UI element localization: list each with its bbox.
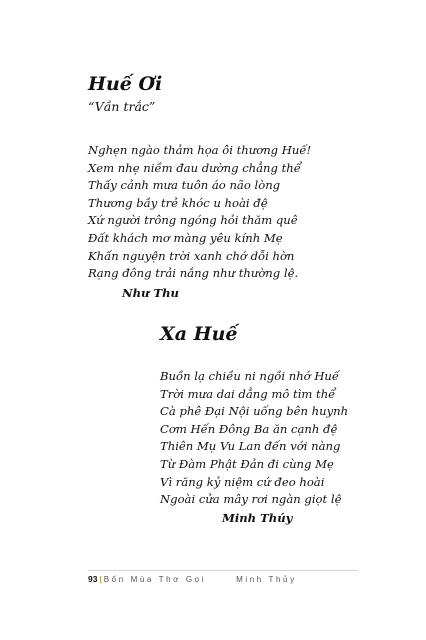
poem-line: Vì răng kỷ niệm cứ đeo hoài <box>160 474 325 489</box>
poem-line: Từ Đàm Phật Đản đi cùng Mẹ <box>160 456 334 471</box>
poem-author: Như Thu <box>122 285 179 300</box>
poem-lines <box>160 368 400 509</box>
poem-line: Cơm Hến Đông Ba ăn cạnh đệ <box>160 421 338 436</box>
poem-xa-hue <box>160 322 400 527</box>
poem-title: Huế Ơi <box>88 73 163 95</box>
poem-line: Khấn nguyện trời xanh chớ dỗi hờn <box>88 248 295 263</box>
poem-line: Ngoài cửa mây rơi ngàn giọt lệ <box>160 492 342 507</box>
poem-title: Xa Huế <box>160 323 238 345</box>
page-footer <box>88 570 358 584</box>
poem-line: Thương bầy trẻ khóc u hoài đệ <box>88 195 268 210</box>
poem-line: Rạng đông trải nắng như thường lệ. <box>88 266 299 281</box>
poem-line: Buồn lạ chiều ni ngồi nhớ Huế <box>160 369 340 383</box>
poem-lines <box>88 142 408 283</box>
book-authors: Minh Thủy <box>236 575 297 584</box>
footer-separator: | <box>99 575 102 584</box>
poem-hue-oi <box>88 72 408 302</box>
poem-line: Thấy cảnh mưa tuôn áo não lòng <box>88 178 281 193</box>
book-title: Bốn Mùa Thơ Gọi <box>103 575 207 584</box>
poem-line: Thiên Mụ Vu Lan đến với nàng <box>160 439 341 454</box>
poem-author: Minh Thúy <box>222 510 293 525</box>
poem-subtitle: “Vần trắc” <box>88 99 156 114</box>
poem-line: Cà phê Đại Nội uống bên huynh <box>160 404 349 419</box>
poem-line: Xứ người trông ngóng hỏi thăm quê <box>88 213 298 228</box>
poem-line: Nghẹn ngào thảm họa ôi thương Huế! <box>88 143 312 157</box>
poem-line: Xem nhẹ niềm đau dường chẳng thể <box>88 160 301 175</box>
poem-line: Đất khách mơ màng yêu kính Mẹ <box>88 230 283 245</box>
page-number: 93 <box>88 574 98 584</box>
poem-line: Trời mưa dai dẳng mô tìm thể <box>160 386 336 401</box>
